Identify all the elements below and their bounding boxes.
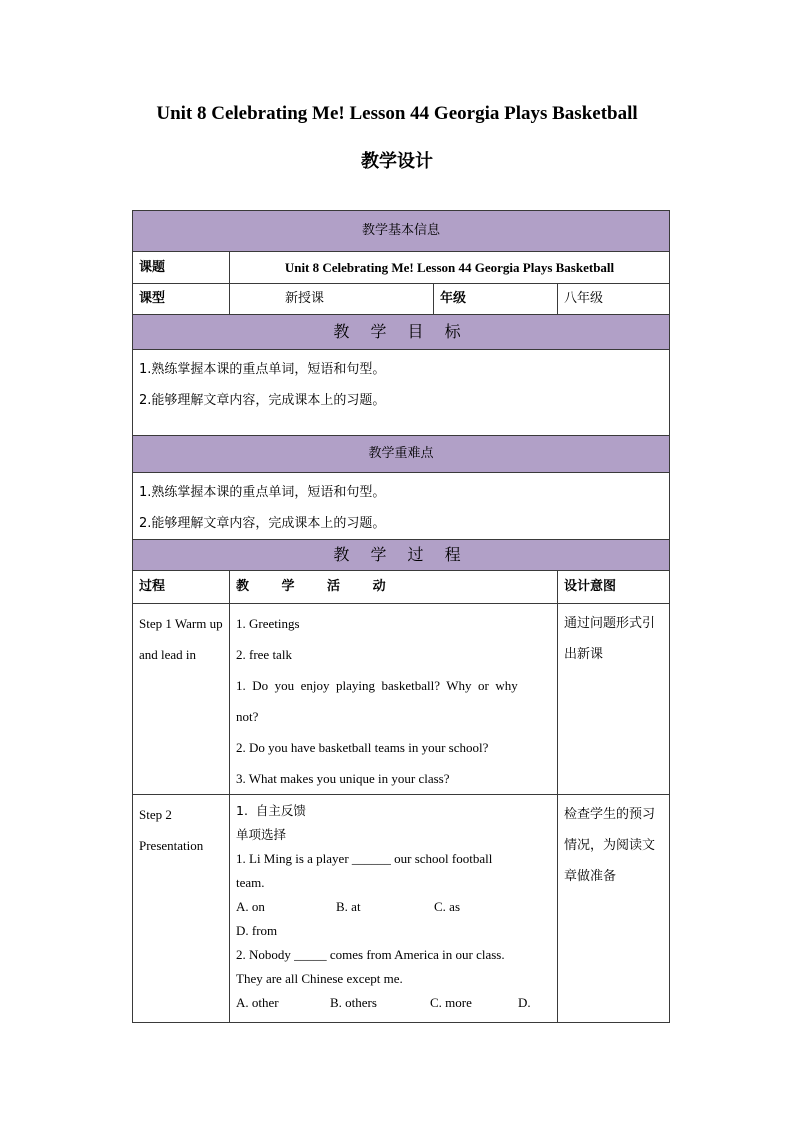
activity-line: 3. What makes you unique in your class? xyxy=(236,771,450,786)
step1-name-line: Step 1 Warm up xyxy=(139,616,223,631)
document-subtitle: 教学设计 xyxy=(361,151,433,172)
question-line: team. xyxy=(236,875,265,890)
key-point-item: 2.能够理解文章内容，完成课本上的习题。 xyxy=(139,516,386,531)
type-value: 新授课 xyxy=(230,284,434,315)
objectives-list xyxy=(133,350,670,436)
key-point-item: 1.熟练掌握本课的重点单词，短语和句型。 xyxy=(139,485,386,500)
col-header-activity: 教 学 活 动 xyxy=(230,571,558,604)
option-c: C. as xyxy=(434,899,460,914)
col-header-process: 过程 xyxy=(133,571,230,604)
step1-intent-line: 通过问题形式引 xyxy=(564,616,656,631)
step2-intent-line: 章做准备 xyxy=(564,869,617,884)
type-label: 课型 xyxy=(133,284,230,315)
step1-intent xyxy=(558,604,670,795)
step1-name xyxy=(133,604,230,795)
activity-line: 1. 自主反馈 xyxy=(236,803,306,818)
step2-intent-line: 情况，为阅读文 xyxy=(564,838,656,853)
option-b: B. others xyxy=(330,995,377,1010)
step2-intent-line: 检查学生的预习 xyxy=(564,807,656,822)
option-a: A. other xyxy=(236,995,279,1010)
option-d: D. from xyxy=(236,923,278,938)
activity-line: not? xyxy=(236,709,259,724)
key-points-header: 教学重难点 xyxy=(133,436,670,473)
document-title: Unit 8 Celebrating Me! Lesson 44 Georgia Plays Basketball xyxy=(156,103,638,124)
step1-activities xyxy=(230,604,558,795)
step2-name-line: Step 2 xyxy=(139,807,172,822)
question-line: 1. Li Ming is a player ______ our school football xyxy=(236,851,493,866)
key-points-list xyxy=(133,473,670,540)
option-a: A. on xyxy=(236,899,265,914)
option-b: B. at xyxy=(336,899,361,914)
lesson-plan-table xyxy=(132,210,670,1023)
activity-line: 2. free talk xyxy=(236,647,292,662)
option-c: C. more xyxy=(430,995,472,1010)
step2-name xyxy=(133,795,230,1023)
objective-item: 2.能够理解文章内容，完成课本上的习题。 xyxy=(139,393,386,408)
grade-value: 八年级 xyxy=(558,284,670,315)
step2-activities xyxy=(230,795,558,1023)
question-options xyxy=(236,991,551,1015)
process-header: 教 学 过 程 xyxy=(133,540,670,571)
basic-info-header: 教学基本信息 xyxy=(133,211,670,252)
objectives-header: 教 学 目 标 xyxy=(133,315,670,350)
topic-value: Unit 8 Celebrating Me! Lesson 44 Georgia Plays Basketball xyxy=(230,252,670,284)
activity-line: 1. Greetings xyxy=(236,616,300,631)
activity-line: 2. Do you have basketball teams in your school? xyxy=(236,740,489,755)
activity-line: 单项选择 xyxy=(236,827,287,842)
step1-name-line: and lead in xyxy=(139,647,197,662)
step2-name-line: Presentation xyxy=(139,838,204,853)
step2-intent xyxy=(558,795,670,1023)
grade-label: 年级 xyxy=(434,284,558,315)
topic-label: 课题 xyxy=(133,252,230,284)
objective-item: 1.熟练掌握本课的重点单词，短语和句型。 xyxy=(139,362,386,377)
activity-line: 1. Do you enjoy playing basketball? Why or why xyxy=(236,678,518,693)
question-line: They are all Chinese except me. xyxy=(236,971,403,986)
option-d: D. xyxy=(518,995,531,1010)
question-options xyxy=(236,895,551,919)
step1-intent-line: 出新课 xyxy=(564,647,604,662)
col-header-intent: 设计意图 xyxy=(558,571,670,604)
question-line: 2. Nobody _____ comes from America in our class. xyxy=(236,947,505,962)
